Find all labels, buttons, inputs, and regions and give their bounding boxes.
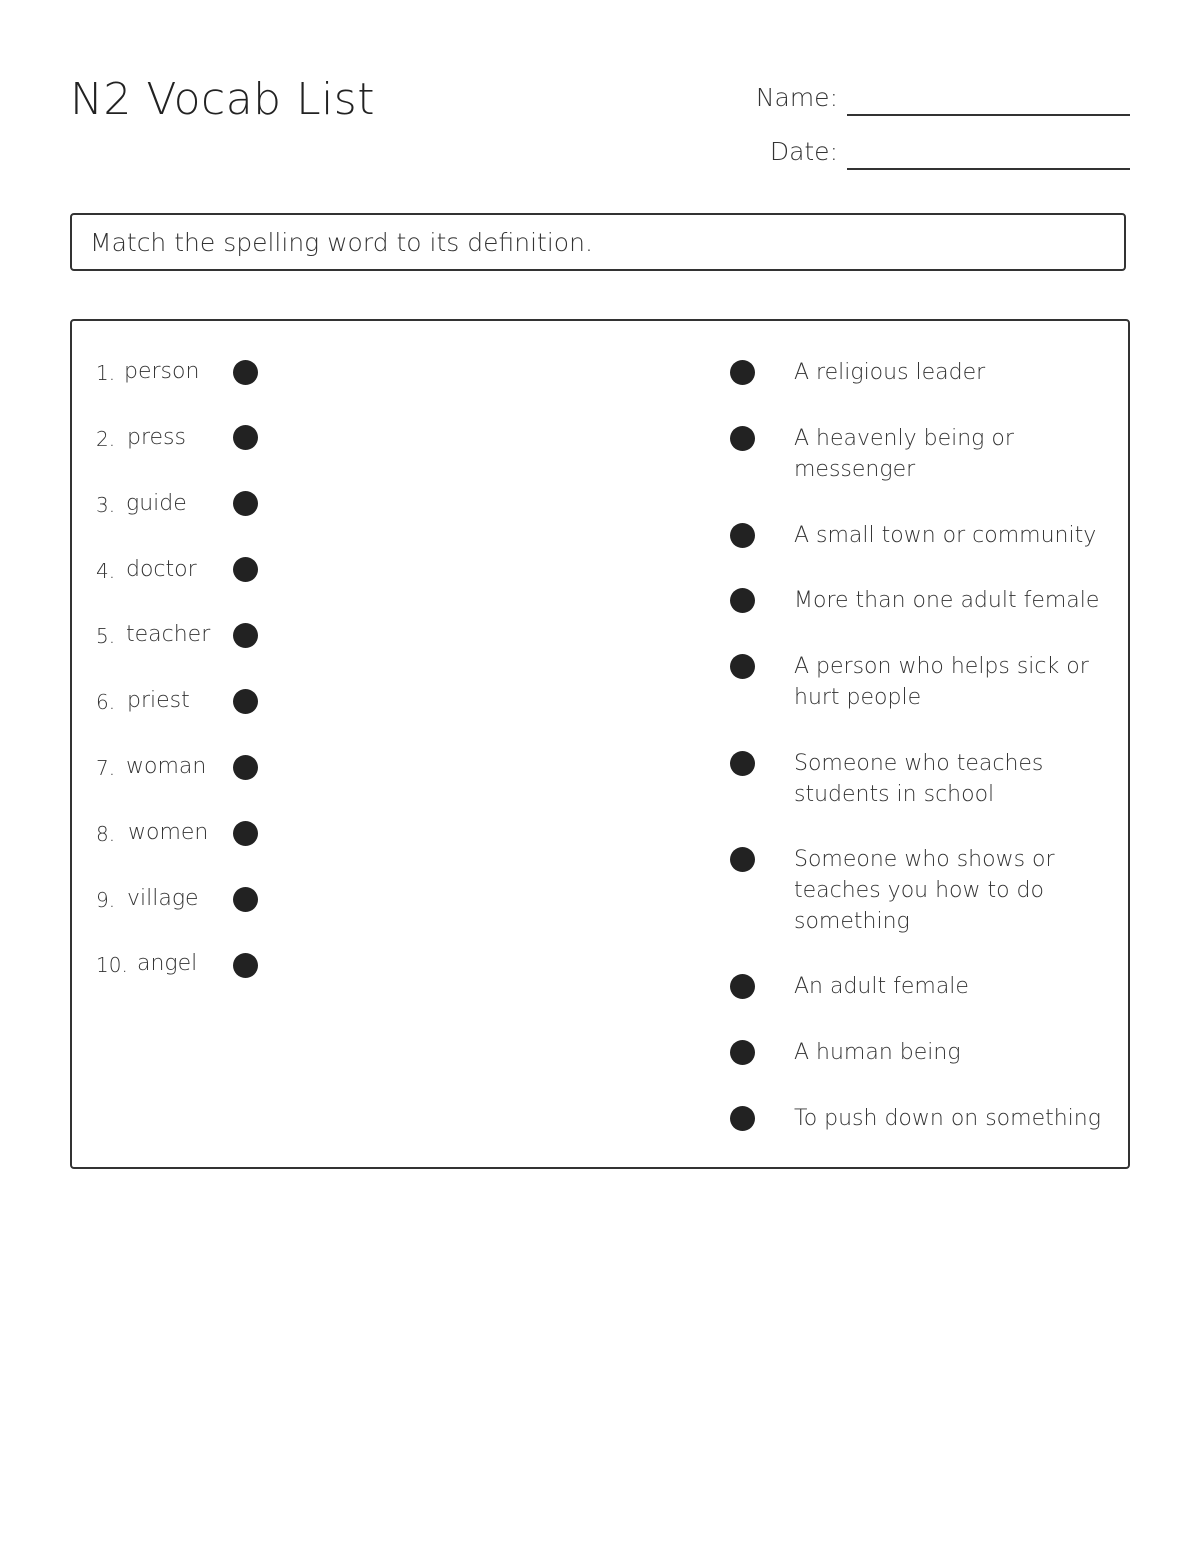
definition-text: Someone who shows or teaches you how to do something: [794, 847, 1055, 934]
word-match-dot[interactable]: [233, 821, 258, 846]
definition-match-dot[interactable]: [730, 847, 755, 872]
word-number: 10.: [96, 953, 128, 977]
word-number: 4.: [96, 559, 116, 583]
word-match-dot[interactable]: [233, 360, 258, 385]
page-title: N2 Vocab List: [70, 74, 375, 125]
date-label: Date:: [769, 137, 838, 166]
name-line[interactable]: [847, 114, 1130, 116]
name-label: Name:: [755, 83, 838, 112]
definition-text: A religious leader: [794, 360, 986, 385]
definition-text: To push down on something: [794, 1106, 1101, 1131]
definition-text: A small town or community: [794, 523, 1097, 548]
definition-match-dot[interactable]: [730, 654, 755, 679]
word-match-dot[interactable]: [233, 887, 258, 912]
word-number: 7.: [96, 756, 116, 780]
definition-match-dot[interactable]: [730, 588, 755, 613]
word-text: guide: [126, 491, 187, 516]
instruction-box: [70, 213, 1126, 271]
definition-match-dot[interactable]: [730, 1106, 755, 1131]
word-number: 2.: [96, 427, 116, 451]
date-field: [700, 130, 1130, 170]
word-text: teacher: [126, 622, 211, 647]
word-text: press: [127, 425, 186, 450]
word-text: priest: [127, 688, 190, 713]
word-match-dot[interactable]: [233, 755, 258, 780]
definition-text: Someone who teaches students in school: [794, 751, 1044, 807]
definition-text: A heavenly being or messenger: [794, 426, 1014, 482]
word-text: angel: [137, 951, 198, 976]
definition-text: A human being: [794, 1040, 961, 1065]
definition-match-dot[interactable]: [730, 1040, 755, 1065]
word-number: 3.: [96, 493, 116, 517]
word-match-dot[interactable]: [233, 557, 258, 582]
word-text: women: [128, 820, 209, 845]
word-number: 1.: [96, 361, 116, 385]
word-match-dot[interactable]: [233, 689, 258, 714]
word-match-dot[interactable]: [233, 623, 258, 648]
instruction-text: Match the spelling word to its definition.: [90, 228, 593, 257]
word-text: doctor: [126, 557, 197, 582]
name-field: [700, 76, 1130, 116]
definition-match-dot[interactable]: [730, 974, 755, 999]
word-number: 9.: [96, 888, 116, 912]
word-number: 8.: [96, 822, 116, 846]
definition-text: A person who helps sick or hurt people: [794, 654, 1089, 710]
word-text: woman: [126, 754, 207, 779]
word-number: 6.: [96, 690, 116, 714]
word-match-dot[interactable]: [233, 425, 258, 450]
definition-match-dot[interactable]: [730, 523, 755, 548]
definition-match-dot[interactable]: [730, 751, 755, 776]
word-number: 5.: [96, 624, 116, 648]
definition-match-dot[interactable]: [730, 426, 755, 451]
definition-match-dot[interactable]: [730, 360, 755, 385]
word-match-dot[interactable]: [233, 491, 258, 516]
word-text: person: [124, 359, 200, 384]
matching-area: [70, 319, 1130, 1169]
date-line[interactable]: [847, 168, 1130, 170]
definition-text: An adult female: [794, 974, 969, 999]
definition-text: More than one adult female: [794, 588, 1100, 613]
word-text: village: [127, 886, 199, 911]
word-match-dot[interactable]: [233, 953, 258, 978]
